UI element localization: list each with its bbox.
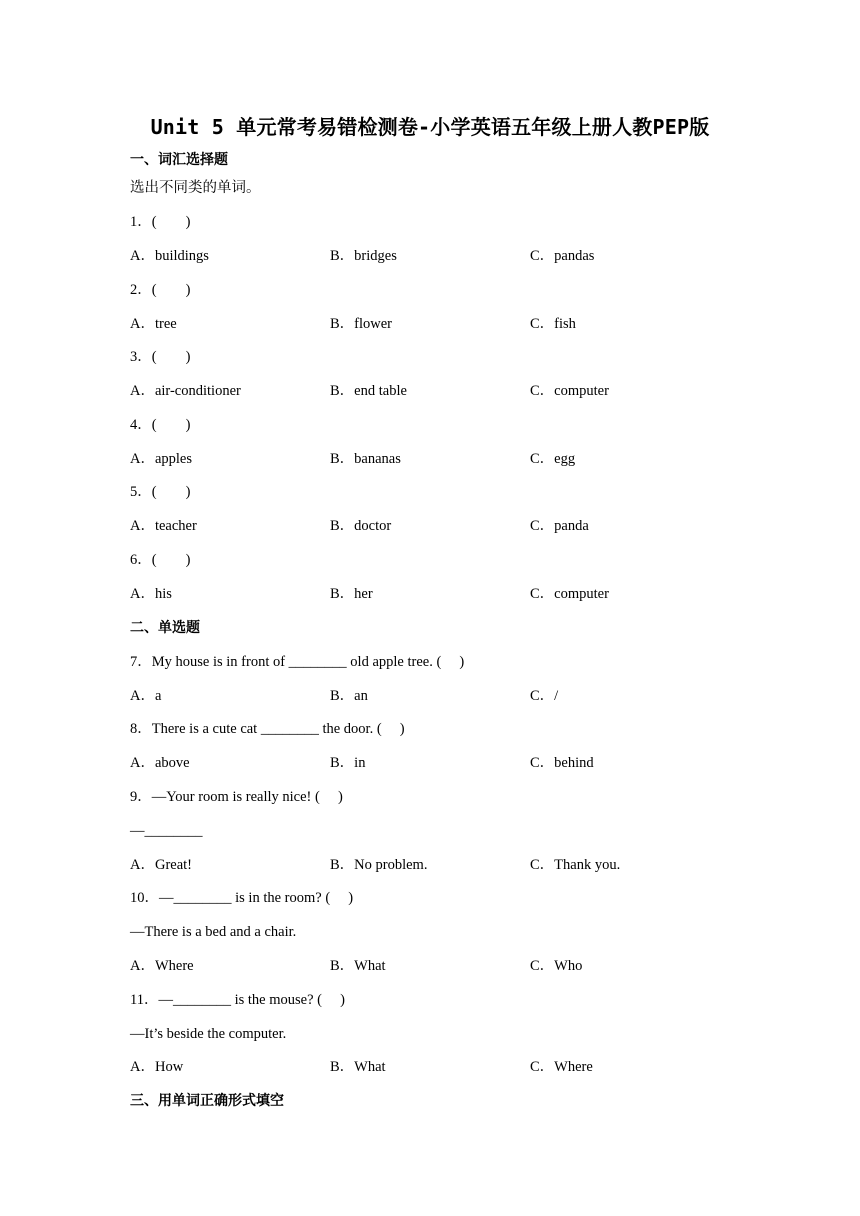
question-stem-11: 11．—________ is the mouse? ( ) [130, 992, 345, 1008]
option-b: B．No problem. [330, 857, 428, 873]
option-b: B．an [330, 688, 368, 704]
option-a: A．How [130, 1059, 184, 1075]
option-c: C．Thank you. [530, 857, 621, 873]
option-a: A．his [130, 586, 172, 602]
option-a: A．teacher [130, 518, 197, 534]
option-c: C．Who [530, 958, 583, 974]
question-options-10 [130, 956, 730, 976]
question-stem-5: 5．( ) [130, 484, 191, 500]
question-options-9 [130, 855, 730, 875]
option-c: C．behind [530, 755, 594, 771]
question-stem-8: 8．There is a cute cat ________ the door. ( ) [130, 721, 405, 737]
option-b: B．her [330, 586, 373, 602]
option-c: C．computer [530, 586, 609, 602]
option-a: A．Great! [130, 857, 193, 873]
option-c: C．egg [530, 451, 576, 467]
option-b: B．bananas [330, 451, 401, 467]
question-options-11 [130, 1057, 730, 1077]
question-options-2 [130, 314, 730, 334]
question-reply-9: —________ [130, 823, 203, 839]
question-stem-4: 4．( ) [130, 417, 191, 433]
section-heading-word-forms: 三、用单词正确形式填空 [130, 1093, 284, 1109]
question-stem-10: 10．—________ is in the room? ( ) [130, 890, 354, 906]
option-a: A．tree [130, 316, 177, 332]
question-stem-6: 6．( ) [130, 552, 191, 568]
question-options-3 [130, 381, 730, 401]
question-stem-3: 3．( ) [130, 349, 191, 365]
section-heading-vocabulary: 一、词汇选择题 [130, 152, 228, 168]
question-options-7 [130, 686, 730, 706]
option-c: C．panda [530, 518, 589, 534]
section-instruction: 选出不同类的单词。 [130, 180, 261, 196]
question-options-8 [130, 753, 730, 773]
section-heading-single-choice: 二、单选题 [130, 620, 200, 636]
page-title: Unit 5 单元常考易错检测卷-小学英语五年级上册人教PEP版 [150, 115, 710, 139]
option-a: A．above [130, 755, 190, 771]
question-stem-2: 2．( ) [130, 282, 191, 298]
option-b: B．end table [330, 383, 407, 399]
option-c: C．computer [530, 383, 609, 399]
question-options-6 [130, 584, 730, 604]
question-stem-9: 9．—Your room is really nice! ( ) [130, 789, 343, 805]
question-stem-1: 1．( ) [130, 214, 191, 230]
question-options-5 [130, 516, 730, 536]
question-options-4 [130, 449, 730, 469]
question-stem-7: 7．My house is in front of ________ old apple tree. ( ) [130, 654, 465, 670]
option-b: B．bridges [330, 248, 397, 264]
option-b: B．flower [330, 316, 393, 332]
option-b: B．in [330, 755, 366, 771]
option-c: C．/ [530, 688, 559, 704]
option-a: A．apples [130, 451, 193, 467]
option-b: B．What [330, 1059, 386, 1075]
question-options-1 [130, 246, 730, 266]
question-reply-10: —There is a bed and a chair. [130, 924, 297, 940]
option-a: A．buildings [130, 248, 209, 264]
option-a: A．Where [130, 958, 194, 974]
option-c: C．fish [530, 316, 576, 332]
option-b: B．What [330, 958, 386, 974]
option-b: B．doctor [330, 518, 392, 534]
option-c: C．pandas [530, 248, 595, 264]
option-a: A．air-conditioner [130, 383, 241, 399]
question-reply-11: —It’s beside the computer. [130, 1026, 287, 1042]
option-a: A．a [130, 688, 162, 704]
option-c: C．Where [530, 1059, 593, 1075]
